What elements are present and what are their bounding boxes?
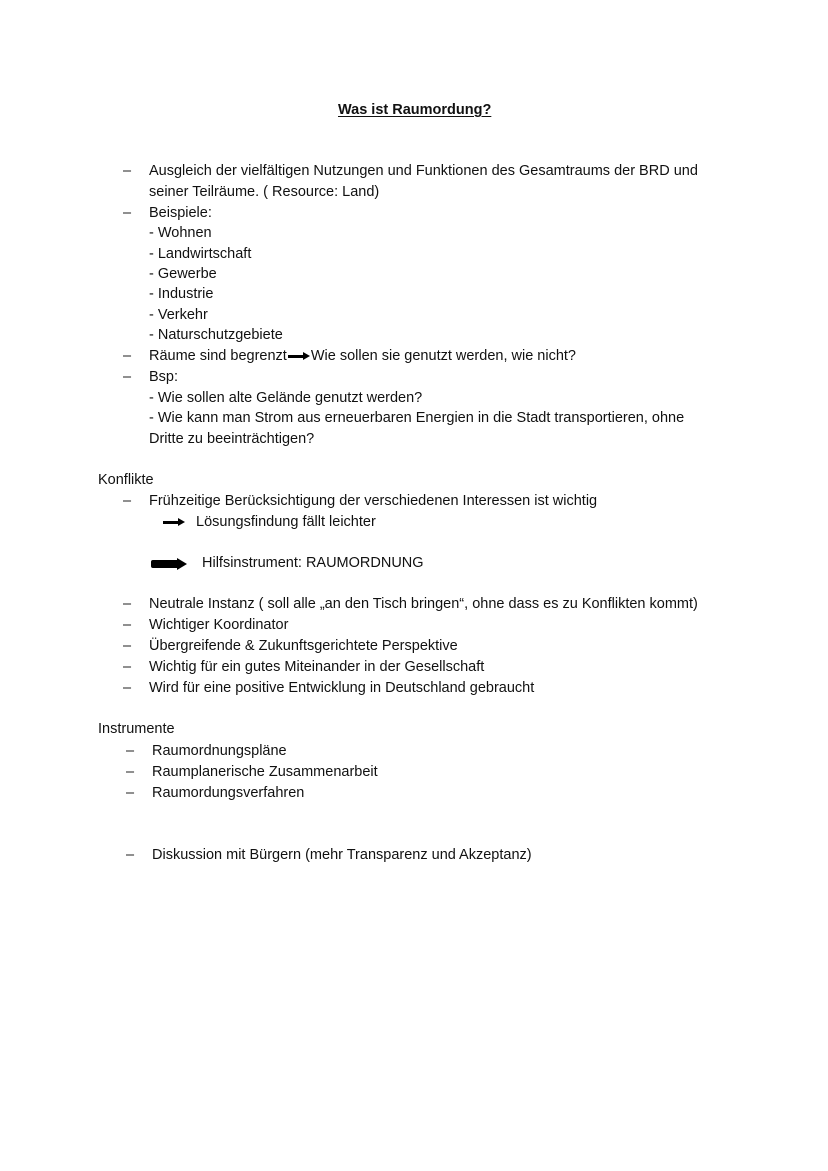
- intro-item-4-label: Bsp:: [149, 369, 179, 385]
- konflikte-arrow-line-1: [162, 512, 376, 532]
- bullet-dash: –: [126, 743, 135, 759]
- bsp-line: Dritte zu beeinträchtigen?: [149, 431, 315, 447]
- konflikte-item-1: Frühzeitige Berücksichtigung der verschiedenen Interessen ist wichtig: [149, 493, 598, 509]
- bullet-dash: –: [123, 680, 132, 696]
- bullet-dash: –: [126, 764, 135, 780]
- page-title: Was ist Raumordung?: [338, 102, 492, 118]
- example-item: - Industrie: [149, 286, 214, 302]
- konflikte-list-item: Wichtig für ein gutes Miteinander in der Gesellschaft: [149, 659, 485, 675]
- intro-item-2-label: Beispiele:: [149, 205, 212, 221]
- konflikte-list-item: Übergreifende & Zukunftsgerichtete Perspektive: [149, 638, 458, 654]
- intro-item-1-line-2: seiner Teilräume. ( Resource: Land): [149, 184, 380, 200]
- intro-item-3-part-2: Wie sollen sie genutzt werden, wie nicht?: [310, 348, 576, 364]
- intro-item-1-line-1: Ausgleich der vielfältigen Nutzungen und Funktionen des Gesamtraums der BRD und: [149, 163, 698, 179]
- section-heading-instrumente: Instrumente: [98, 721, 175, 737]
- instrumente-list-item: Raumordnungspläne: [152, 743, 287, 759]
- instrumente-last-item: Diskussion mit Bürgern (mehr Transparenz und Akzeptanz): [152, 847, 532, 863]
- example-item: - Wohnen: [149, 225, 212, 241]
- instrumente-list-item: Raumordungsverfahren: [152, 785, 305, 801]
- bullet-dash: –: [123, 205, 132, 221]
- bullet-dash: –: [123, 596, 132, 612]
- bullet-dash: –: [123, 348, 132, 364]
- konflikte-list-item: Wichtiger Koordinator: [149, 617, 289, 633]
- bullet-dash: –: [123, 638, 132, 654]
- arrow-right-icon: [288, 351, 310, 361]
- bullet-dash: –: [123, 659, 132, 675]
- konflikte-arrow-text-1: Lösungsfindung fällt leichter: [196, 514, 376, 530]
- example-item: - Naturschutzgebiete: [149, 327, 283, 343]
- instrumente-list-item: Raumplanerische Zusammenarbeit: [152, 764, 378, 780]
- example-item: - Gewerbe: [149, 266, 217, 282]
- konflikte-list-item: Wird für eine positive Entwicklung in Deutschland gebraucht: [149, 680, 535, 696]
- konflikte-list-item: Neutrale Instanz ( soll alle „an den Tisch bringen“, ohne dass es zu Konflikten kommt): [149, 596, 698, 612]
- section-heading-konflikte: Konflikte: [98, 472, 154, 488]
- arrow-right-icon: [163, 517, 185, 527]
- example-item: - Landwirtschaft: [149, 246, 252, 262]
- bullet-dash: –: [123, 493, 132, 509]
- intro-item-3-part-1: Räume sind begrenzt: [149, 348, 287, 364]
- bullet-dash: –: [123, 369, 132, 385]
- bsp-line: - Wie sollen alte Gelände genutzt werden?: [149, 390, 423, 406]
- bullet-dash: –: [126, 847, 135, 863]
- example-item: - Verkehr: [149, 307, 208, 323]
- intro-item-3: [149, 346, 576, 366]
- bullet-dash: –: [123, 163, 132, 179]
- thick-arrow-right-icon: [151, 558, 187, 570]
- bullet-dash: –: [126, 785, 135, 801]
- bullet-dash: –: [123, 617, 132, 633]
- bsp-line: - Wie kann man Strom aus erneuerbaren Energien in die Stadt transportieren, ohne: [149, 410, 685, 426]
- konflikte-arrow-text-2: Hilfsinstrument: RAUMORDNUNG: [202, 555, 424, 571]
